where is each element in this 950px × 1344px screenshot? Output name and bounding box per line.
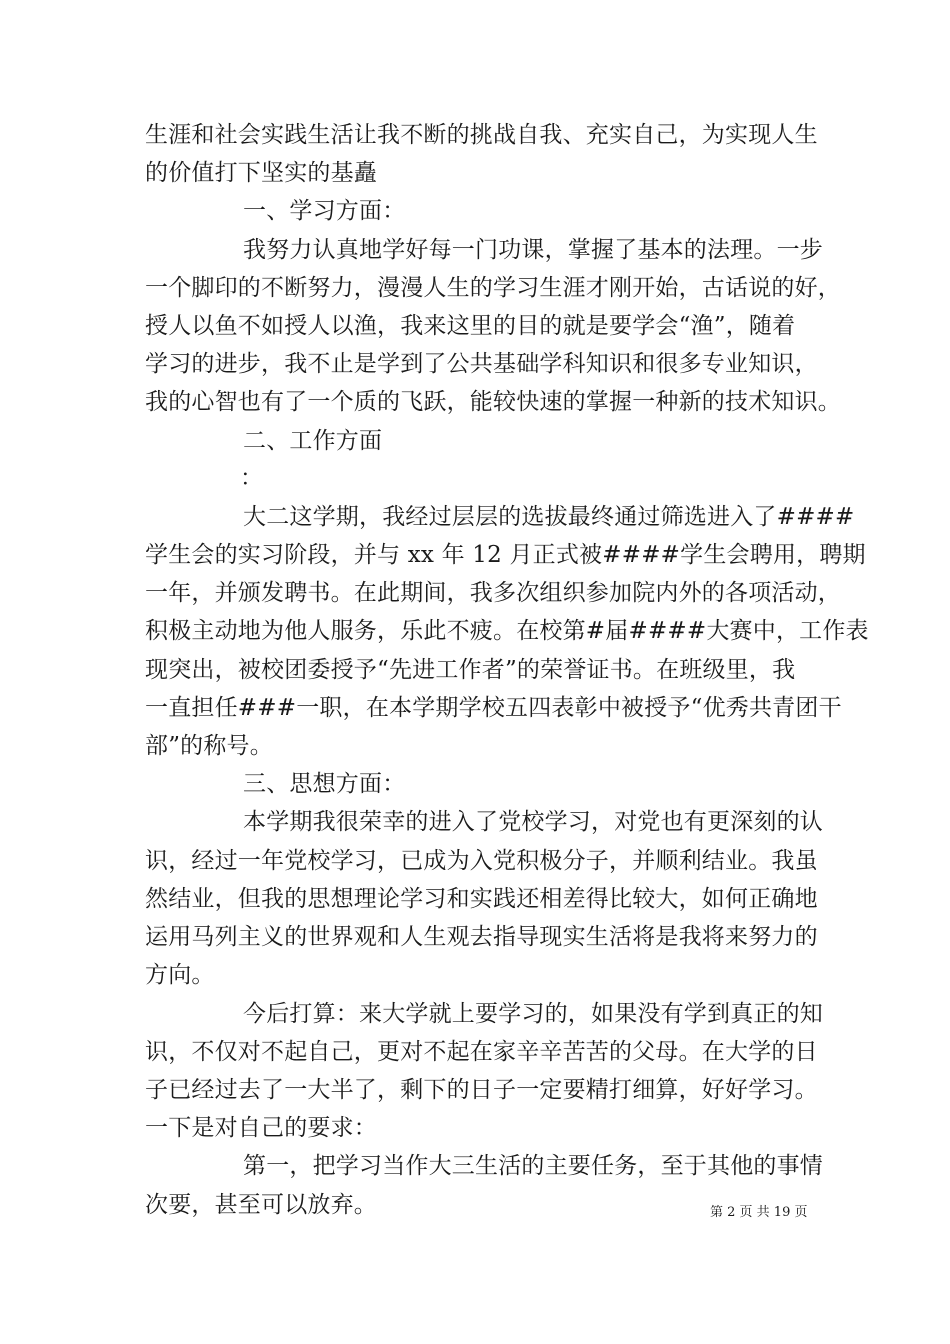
text-line: 运用马列主义的世界观和人生观去指导现实生活将是我将来努力的 [145, 924, 818, 950]
text-line: 然结业，但我的思想理论学习和实践还相差得比较大，如何正确地 [145, 886, 818, 912]
text-line: 部”的称号。 [145, 733, 273, 759]
page-number-footer: 第 2 页 共 19 页 [710, 1205, 808, 1220]
text-line: 一个脚印的不断努力，漫漫人生的学习生涯才刚开始，古话说的好， [145, 275, 841, 301]
text-line: 我努力认真地学好每一门功课，掌握了基本的法理。一步 [243, 237, 823, 263]
section-heading-thought: 三、思想方面： [243, 771, 406, 797]
text-line: 一年，并颁发聘书。在此期间，我多次组织参加院内外的各项活动， [145, 580, 841, 606]
text-line: 授人以鱼不如授人以渔，我来这里的目的就是要学会“渔”，随着 [145, 313, 796, 339]
section-heading-study: 一、学习方面： [243, 198, 406, 224]
text-line: 积极主动地为他人服务，乐此不疲。在校第#届####大赛中，工作表 [145, 618, 869, 644]
text-line: 方向。 [145, 962, 215, 988]
text-line: 一直担任###一职，在本学期学校五四表彰中被授予“优秀共青团干 [145, 695, 842, 721]
text-line: 学生会的实习阶段，并与 xx 年 12 月正式被####学生会聘用，聘期 [145, 542, 866, 568]
text-line: 识，不仅对不起自己，更对不起在家辛辛苦苦的父母。在大学的日 [145, 1039, 818, 1065]
text-line: 的价值打下坚实的基矗 [145, 160, 377, 186]
text-line: 今后打算：来大学就上要学习的，如果没有学到真正的知 [243, 1001, 823, 1027]
text-line: 我的心智也有了一个质的飞跃，能较快速的掌握一种新的技术知识。 [145, 389, 841, 415]
text-line: 识，经过一年党校学习，已成为入党积极分子，并顺利结业。我虽 [145, 848, 818, 874]
text-line: 次要，甚至可以放弃。 [145, 1192, 377, 1218]
text-line: 学习的进步，我不止是学到了公共基础学科知识和很多专业知识， [145, 351, 818, 377]
text-line: ： [240, 465, 264, 491]
section-heading-work: 二、工作方面 [243, 428, 383, 454]
text-line: 子已经过去了一大半了，剩下的日子一定要精打细算，好好学习。 [145, 1077, 818, 1103]
text-line: 生涯和社会实践生活让我不断的挑战自我、充实自己，为实现人生 [145, 122, 818, 148]
text-line: 大二这学期，我经过层层的选拔最终通过筛选进入了#### [243, 504, 855, 530]
text-line: 第一，把学习当作大三生活的主要任务，至于其他的事情 [243, 1153, 823, 1179]
text-line: 现突出，被校团委授予“先进工作者”的荣誉证书。在班级里，我 [145, 657, 796, 683]
text-line: 本学期我很荣幸的进入了党校学习，对党也有更深刻的认 [243, 809, 823, 835]
text-line: 一下是对自己的要求： [145, 1115, 377, 1141]
